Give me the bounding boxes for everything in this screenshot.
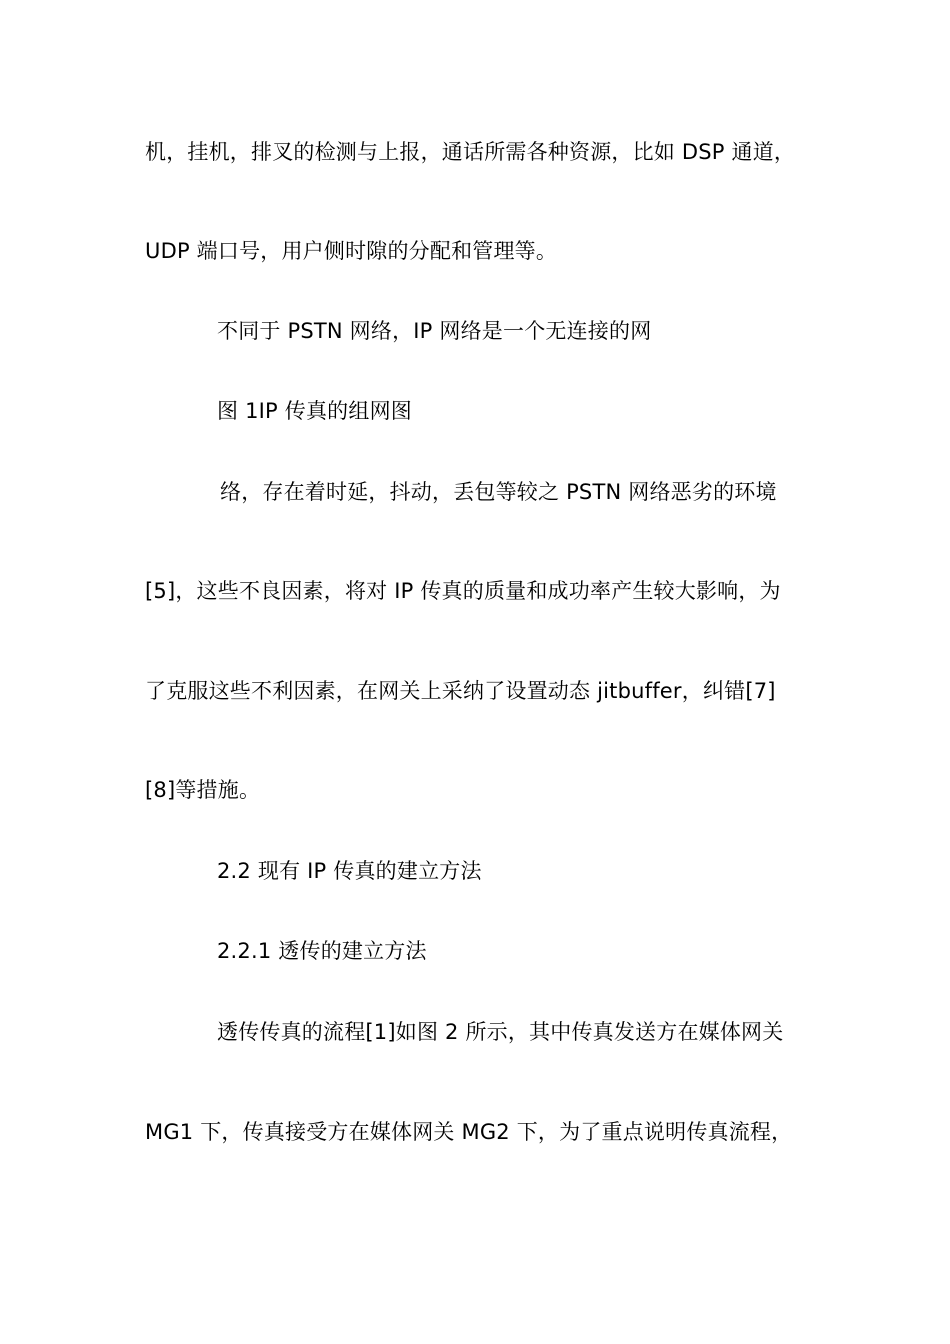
paragraph-line-1: 机，挂机，排叉的检测与上报，通话所需各种资源，比如 DSP 通道， bbox=[145, 140, 796, 164]
paragraph-line-3: 不同于 PSTN 网络，IP 网络是一个无连接的网 bbox=[217, 319, 652, 343]
paragraph-line-8: 透传传真的流程[1]如图 2 所示，其中传真发送方在媒体网关 bbox=[217, 1020, 784, 1044]
figure-caption: 图 1IP 传真的组网图 bbox=[217, 399, 412, 423]
paragraph-line-5: [5]，这些不良因素，将对 IP 传真的质量和成功率产生较大影响，为 bbox=[145, 579, 781, 603]
paragraph-line-6: 了克服这些不利因素，在网关上采纳了设置动态 jitbuffer，纠错[7] bbox=[145, 679, 776, 703]
section-heading-2-2: 2.2 现有 IP 传真的建立方法 bbox=[217, 859, 482, 883]
paragraph-line-9: MG1 下，传真接受方在媒体网关 MG2 下，为了重点说明传真流程， bbox=[145, 1120, 793, 1144]
paragraph-line-2: UDP 端口号，用户侧时隙的分配和管理等。 bbox=[145, 239, 558, 263]
paragraph-line-4: 络，存在着时延，抖动，丢包等较之 PSTN 网络恶劣的环境 bbox=[220, 480, 777, 504]
paragraph-line-7: [8]等措施。 bbox=[145, 778, 261, 802]
section-heading-2-2-1: 2.2.1 透传的建立方法 bbox=[217, 939, 427, 963]
